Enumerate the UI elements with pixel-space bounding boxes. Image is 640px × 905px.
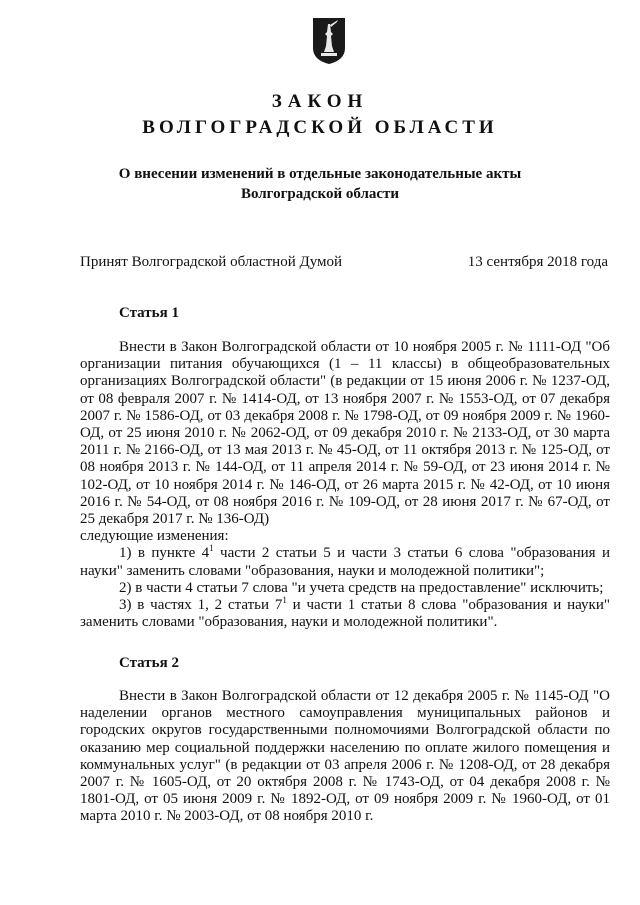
coat-of-arms-emblem	[311, 16, 347, 66]
article-1-heading: Статья 1	[119, 305, 179, 321]
article-2-body	[80, 688, 610, 826]
document-type-title: ЗАКОН	[271, 91, 369, 112]
article-1-item-1: 1) в пункте $4^1$ части 2 статьи 5 и части 3 статьи 6 слова "образования и науки" заменить словами "образования, науки и молодежной политики";	[80, 543, 610, 579]
article-1-item-3: 3) в частях 1, 2 статьи $7^1$ и части 1 статьи 8 слова "образования и науки" заменить словами "образования, науки и молодежной политики".	[80, 595, 610, 631]
article-2-heading: Статья 2	[119, 655, 179, 671]
article-1-body	[80, 339, 610, 631]
article-1-intro: Внести в Закон Волгоградской области от 10 ноября 2005 г. № 1111-ОД "Об организации питания обучающихся (1 – 11 классы) в общеобразовательных организациях Волгоградской области" (в редакции от 15 июня 2006 г. № 1237-ОД, от 08 февраля 2007 г. № 1414-ОД, от 13 ноября 2007 г. № 1553-ОД, от 07 декабря 2007 г. № 1586-ОД, от 03 декабря 2008 г. № 1798-ОД, от 09 ноября 2009 г. № 1960-ОД, от 25 июня 2010 г. № 2062-ОД, от 09 декабря 2010 г. № 2133-ОД, от 30 марта 2011 г. № 2166-ОД, от 13 мая 2013 г. № 45-ОД, от 11 октября 2013 г. № 125-ОД, от 08 ноября 2013 г. № 144-ОД, от 11 апреля 2014 г. № 59-ОД, от 23 июня 2014 г. № 102-ОД, от 10 ноября 2014 г. № 146-ОД, от 26 марта 2015 г. № 42-ОД, от 10 июня 2016 г. № 54-ОД, от 08 ноября 2016 г. № 109-ОД, от 28 июня 2017 г. № 67-ОД, от 25 декабря 2017 г. № 136-ОД)	[80, 339, 610, 528]
law-subject-line-1: О внесении изменений в отдельные законодательные акты	[118, 166, 522, 182]
adoption-date: 13 сентября 2018 года	[467, 254, 608, 270]
article-2-intro: Внести в Закон Волгоградской области от 12 декабря 2005 г. № 1145-ОД "О наделении органов местного самоуправления муниципальных районов и городских округов государственными полномочиями Волгоградской области по оказанию мер социальной поддержки населению по оплате жилого помещения и коммунальных услуг" (в редакции от 03 апреля 2006 г. № 1208-ОД, от 28 декабря 2007 г. № 1605-ОД, от 20 октября 2008 г. № 1743-ОД, от 04 декабря 2008 г. № 1801-ОД, от 05 июня 2009 г. № 1892-ОД, от 09 ноября 2009 г. № 1960-ОД, от 01 марта 2010 г. № 2003-ОД, от 08 ноября 2010 г.	[80, 688, 610, 825]
region-title: ВОЛГОГРАДСКОЙ ОБЛАСТИ	[142, 117, 498, 138]
article-1-intro-tail: следующие изменения:	[80, 528, 229, 545]
adopted-by: Принят Волгоградской областной Думой	[80, 254, 343, 270]
article-1-item-2: 2) в части 4 статьи 7 слова "и учета средств на предоставление" исключить;	[119, 579, 604, 596]
law-subject-line-2: Волгоградской области	[240, 186, 400, 202]
law-subject-title	[0, 164, 640, 204]
